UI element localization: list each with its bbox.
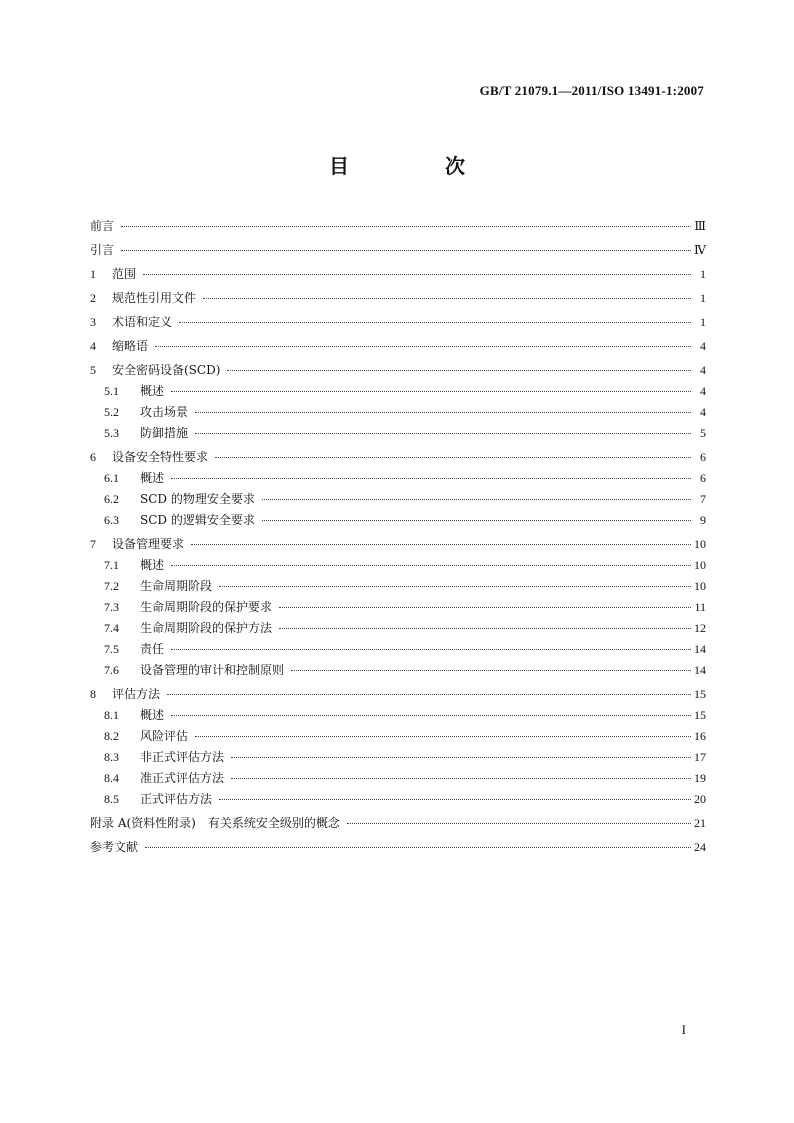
- toc-entry[interactable]: [90, 684, 706, 705]
- toc-entry-number: 6: [90, 450, 96, 464]
- toc-entry-label: 攻击场景: [140, 405, 189, 419]
- toc-entry-number: 6.2: [104, 492, 119, 506]
- toc-entry-label: 参考文献: [90, 840, 139, 854]
- toc-entry-page: 20: [694, 792, 706, 806]
- toc-entry-page: 15: [694, 708, 706, 722]
- toc-entry[interactable]: [90, 726, 706, 747]
- toc-entry-label: 正式评估方法: [140, 792, 213, 806]
- toc-entry-page: 14: [694, 663, 706, 677]
- toc-entry-label: 生命周期阶段的保护要求: [140, 600, 273, 614]
- toc-entry-page: 1: [700, 291, 706, 305]
- toc-entry-label: 准正式评估方法: [140, 771, 225, 785]
- standard-code: [480, 83, 704, 99]
- toc-entry-page: 1: [700, 267, 706, 281]
- toc-entry-label: 设备管理的审计和控制原则: [140, 663, 285, 677]
- toc-entry-page: 1: [700, 315, 706, 329]
- toc-entry-number: 7: [90, 537, 96, 551]
- toc-entry-label: 概述: [140, 384, 165, 398]
- toc-entry-number: 6.3: [104, 513, 119, 527]
- toc-entry-label: 安全密码设备(SCD): [112, 363, 221, 377]
- toc-entry-page: Ⅳ: [694, 243, 706, 257]
- dot-leader: [121, 238, 691, 251]
- toc-entry-number: 3: [90, 315, 96, 329]
- toc-entry[interactable]: [90, 240, 706, 261]
- toc-entry-page: 10: [694, 579, 706, 593]
- dot-leader: [279, 616, 691, 629]
- dot-leader: [219, 574, 691, 587]
- page-number: I: [681, 1022, 686, 1037]
- toc-entry-number: 7.6: [104, 663, 119, 677]
- toc-entry[interactable]: [90, 468, 706, 489]
- dot-leader: [195, 724, 691, 737]
- toc-entry[interactable]: [90, 789, 706, 810]
- toc-entry-label: 生命周期阶段: [140, 579, 213, 593]
- toc-entry-page: 14: [694, 642, 706, 656]
- toc-entry-label: 概述: [140, 708, 165, 722]
- dot-leader: [171, 637, 691, 650]
- toc-entry-label: 范围: [112, 267, 137, 281]
- toc-entry-page: 9: [700, 513, 706, 527]
- dot-leader: [155, 334, 691, 347]
- dot-leader: [191, 532, 691, 545]
- dot-leader: [262, 487, 691, 500]
- dot-leader: [231, 745, 691, 758]
- toc-entry-number: 5.1: [104, 384, 119, 398]
- dot-leader: [291, 658, 691, 671]
- toc-entry-number: 2: [90, 291, 96, 305]
- toc-entry-number: 7.5: [104, 642, 119, 656]
- toc-entry[interactable]: [90, 747, 706, 768]
- toc-entry-number: 5.2: [104, 405, 119, 419]
- toc-entry-label: 风险评估: [140, 729, 189, 743]
- toc-entry-number: 8.2: [104, 729, 119, 743]
- toc-entry-page: 4: [700, 339, 706, 353]
- toc-entry-label: 前言: [90, 219, 115, 233]
- table-of-contents: [90, 216, 706, 858]
- page-title: 目 次: [329, 154, 503, 178]
- toc-entry[interactable]: [90, 618, 706, 639]
- toc-entry-label: 生命周期阶段的保护方法: [140, 621, 273, 635]
- toc-entry[interactable]: [90, 837, 706, 858]
- toc-entry[interactable]: [90, 489, 706, 510]
- standard-code-text: GB/T 21079.1—2011/ISO 13491-1:2007: [479, 83, 704, 98]
- toc-entry-label: SCD 的物理安全要求: [140, 492, 255, 506]
- dot-leader: [262, 508, 691, 521]
- toc-entry-page: 17: [694, 750, 706, 764]
- dot-leader: [219, 787, 691, 800]
- toc-entry[interactable]: [90, 264, 706, 285]
- toc-entry-label: 责任: [140, 642, 165, 656]
- toc-entry[interactable]: [90, 768, 706, 789]
- toc-entry-number: 7.2: [104, 579, 119, 593]
- toc-entry-number: 8.3: [104, 750, 119, 764]
- toc-entry-number: 8.1: [104, 708, 119, 722]
- toc-entry-label: 设备安全特性要求: [112, 450, 209, 464]
- dot-leader: [121, 214, 691, 227]
- toc-entry[interactable]: [90, 447, 706, 468]
- toc-entry[interactable]: [90, 555, 706, 576]
- toc-entry[interactable]: [90, 288, 706, 309]
- toc-entry[interactable]: [90, 510, 706, 531]
- toc-entry-label: 防御措施: [140, 426, 189, 440]
- toc-entry-number: 7.4: [104, 621, 119, 635]
- toc-entry[interactable]: [90, 534, 706, 555]
- toc-entry[interactable]: [90, 381, 706, 402]
- toc-entry[interactable]: [90, 312, 706, 333]
- toc-entry-page: 4: [700, 384, 706, 398]
- toc-entry-label: 非正式评估方法: [140, 750, 225, 764]
- toc-entry[interactable]: [90, 639, 706, 660]
- toc-entry-page: 19: [694, 771, 706, 785]
- toc-entry-number: 6.1: [104, 471, 119, 485]
- dot-leader: [195, 421, 691, 434]
- toc-entry[interactable]: [90, 660, 706, 681]
- dot-leader: [231, 766, 691, 779]
- dot-leader: [171, 466, 691, 479]
- toc-entry-label: 引言: [90, 243, 115, 257]
- toc-entry-label: 术语和定义: [112, 315, 173, 329]
- toc-entry-page: 16: [694, 729, 706, 743]
- toc-entry-page: 7: [700, 492, 706, 506]
- toc-entry-label: 设备管理要求: [112, 537, 185, 551]
- toc-entry[interactable]: [90, 597, 706, 618]
- toc-entry-label: SCD 的逻辑安全要求: [140, 513, 255, 527]
- toc-entry-page: 11: [694, 600, 706, 614]
- dot-leader: [171, 553, 691, 566]
- toc-entry-number: 8.5: [104, 792, 119, 806]
- dot-leader: [227, 358, 691, 371]
- toc-entry-number: 1: [90, 267, 96, 281]
- toc-entry-page: 24: [694, 840, 706, 854]
- toc-entry-page: 4: [700, 363, 706, 377]
- dot-leader: [195, 400, 691, 413]
- toc-entry-page: 6: [700, 471, 706, 485]
- toc-entry[interactable]: [90, 402, 706, 423]
- toc-entry-label: 缩略语: [112, 339, 149, 353]
- toc-entry-label: 附录 A(资料性附录) 有关系统安全级别的概念: [90, 816, 340, 830]
- toc-entry[interactable]: [90, 216, 706, 237]
- dot-leader: [171, 703, 691, 716]
- toc-entry[interactable]: [90, 360, 706, 381]
- toc-entry[interactable]: [90, 705, 706, 726]
- toc-entry-page: 6: [700, 450, 706, 464]
- toc-entry-label: 规范性引用文件: [112, 291, 197, 305]
- toc-entry-number: 5: [90, 363, 96, 377]
- dot-leader: [215, 445, 691, 458]
- toc-entry-page: 10: [694, 537, 706, 551]
- toc-entry[interactable]: [90, 336, 706, 357]
- toc-entry-page: 15: [694, 687, 706, 701]
- dot-leader: [347, 811, 691, 824]
- toc-entry-label: 概述: [140, 558, 165, 572]
- dot-leader: [179, 310, 691, 323]
- toc-entry-page: 12: [694, 621, 706, 635]
- dot-leader: [145, 835, 691, 848]
- dot-leader: [171, 379, 691, 392]
- toc-entry-label: 评估方法: [112, 687, 161, 701]
- toc-entry-number: 7.3: [104, 600, 119, 614]
- toc-entry-page: Ⅲ: [694, 219, 706, 233]
- toc-entry-page: 4: [700, 405, 706, 419]
- toc-entry-number: 5.3: [104, 426, 119, 440]
- toc-entry-number: 8: [90, 687, 96, 701]
- toc-entry-number: 8.4: [104, 771, 119, 785]
- dot-leader: [143, 262, 691, 275]
- dot-leader: [167, 682, 691, 695]
- toc-entry[interactable]: [90, 813, 706, 834]
- toc-entry-page: 5: [700, 426, 706, 440]
- toc-entry-label: 概述: [140, 471, 165, 485]
- toc-entry[interactable]: [90, 576, 706, 597]
- toc-entry-page: 21: [694, 816, 706, 830]
- toc-entry[interactable]: [90, 423, 706, 444]
- dot-leader: [203, 286, 691, 299]
- toc-entry-number: 7.1: [104, 558, 119, 572]
- dot-leader: [279, 595, 691, 608]
- toc-entry-number: 4: [90, 339, 96, 353]
- toc-entry-page: 10: [694, 558, 706, 572]
